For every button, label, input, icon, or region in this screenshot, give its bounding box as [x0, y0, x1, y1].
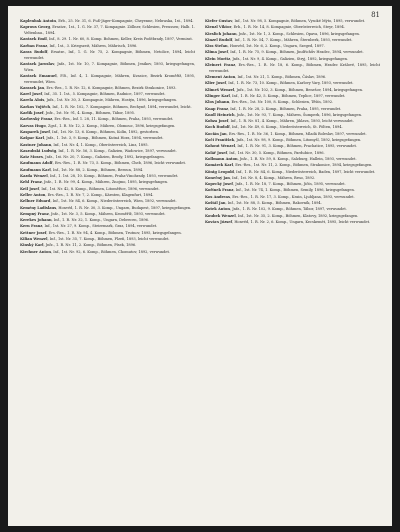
entry-name: Kohout Wenzel [205, 144, 236, 149]
list-item: Karvas Hugo, Zgsf., 1. R. Nr. 12, 2. Komp., Mähren, Olomouc, 1896, kriegsgefangen. [20, 123, 176, 128]
entry-name: Kerekes Johann [20, 218, 52, 223]
document-page [8, 6, 392, 526]
entry-name: Karlovský Franz [20, 117, 53, 122]
entry-details: Jnfz., 1st. Nr. 1, 3. Komp., Schlesien, Opava, 1896, kriegsgefangen. [238, 31, 360, 36]
entry-details: Inf., 1st., 3. Kriegszeit, Mähren, Mährisch, 1896. [49, 43, 138, 48]
entry-name: Karban Franz [20, 43, 48, 48]
entry-name: Kehl Franz [20, 180, 42, 185]
list-item: Knap Franz, Inf., 1. R. Nr. 28, 2. Komp., Böhmen, Praha, 1895, verwundet. [205, 106, 342, 111]
entry-name: Kaplenbak Antoin [20, 19, 56, 23]
entry-name: Klimeš Wenzel [205, 87, 235, 92]
list-item: Kočí František, Jnfz., 1st. Nr. 98, 9. Komp., Böhmen, Litomyšl, 1892, kriegsgefangen. [205, 138, 362, 143]
list-item: Kaprous Georg, Ersatzr., 1st., 1. G. Nr. 37, 7. Kompagnie. Zöllner, Schlesien, Preussen; Halb. 1. Veltenbau., 1894. [20, 25, 195, 35]
list-item: Karásek Jaroslav, Jnfz., 1st. Nr. 10, 7. Kompagnie, Böhmen, Jenikov, 1893, kriegsgefangen, Wien. [20, 61, 195, 72]
list-item: Kaszubski Ludwig, Inf., 1. R. Nr. 56, 3. Komp., Galizien, Wadowice, 1897, verwundet. [20, 148, 177, 153]
list-item: Kořínek Franz, Inf., 1st. Nr. 74, 1. Komp., Böhmen, Semily, 1896, kriegsgefangen. [205, 188, 355, 193]
entry-details: Honvéd, 1st. Nr. 6, 2. Komp., Ungarn, Szeged, 1897. [229, 44, 325, 49]
list-item: Kazda Wenzel, Inf., 1. 1st. 28, 10. Komp., Böhmen, Praha-Vinohrady, 1893, verwundet. [20, 174, 179, 179]
entry-details: Inf., 1st. Nr. 84, 6. Komp., Niederösterreich, Wien, 1892, verwundet. [52, 199, 177, 204]
entry-details: Jnfz., 1st. Nr. 3, 5. Komp., Mähren, Kroměříž, 1893, verwundet. [50, 211, 166, 216]
list-item: Kaufmann Karl, Inf., 1st. Nr. 88, 2. Komp., Böhmen, Beroun, 1894. [20, 167, 144, 172]
list-item: Kleinert Franz, Ers.-Res., 1. R. Nr. 18, 6. Komp., Böhmen, Hradec Králové, 1895, leicht verwundet. [205, 63, 380, 73]
entry-details: Honvéd, 1. R. Nr. 2, 6. Komp., Ungarn, Kecskemét, 1895, leicht verwundet. [234, 219, 371, 224]
entry-name: Kemény Ladislaus [20, 205, 57, 210]
list-item: Klos Johann, Ers.-Res., 1st. Nr. 100, 8. Komp., Schlesien, Těšín, 1892. [205, 100, 334, 105]
entry-name: Klíma Josef [205, 50, 228, 55]
entry-name: Kempný Franz [20, 211, 49, 216]
entry-details: Inf., 1st. Nr. 35, 2. Komp., Böhmen, Klatovy, 1892, kriegsgefangen. [237, 213, 359, 218]
list-item: Koubek Wenzel, Inf., 1st. Nr. 35, 2. Komp., Böhmen, Klatovy, 1892, kriegsgefangen. [205, 213, 359, 218]
list-item: Koštál Jan, Inf., 1st. Nr. 88, 5. Komp., Böhmen, Rakovník, 1894. [205, 201, 322, 206]
entry-details: Inf., 1st. Nr. 74, 1. Komp., Böhmen, Semily, 1896, kriegsgefangen. [235, 188, 355, 193]
entry-details: Inf., 1. R. Nr. 75, 9. Komp., Böhmen, Jindřichův Hradec, 1894, verwundet. [230, 50, 364, 55]
entry-name: Kollmann Anton [205, 156, 238, 161]
entry-name: Kilian Wenzel [20, 237, 48, 242]
list-item: König Leopold, Inf., 1. R. Nr. 84, 6. Komp., Niederösterreich, Baden, 1897, leicht verwundet. [205, 169, 376, 174]
list-item: Kasparek Josef, Inf., 1st. Nr. 13, 6. Komp., Böhmen, Kolín, 1892, gestorben. [20, 129, 160, 134]
entry-details: Ers.-Res., 1. R. Nr. 73, 5. Komp., Böhmen, Cheb, 1896, leicht verwundet. [54, 161, 187, 166]
entry-name: Kos Andreas [205, 194, 230, 199]
list-item: Kiss Stefan, Honvéd, 1st. Nr. 6, 2. Komp., Ungarn, Szeged, 1897. [205, 44, 325, 49]
entry-name: Kocián Jan [205, 131, 227, 136]
entry-details: Jnfz., 1. R. Nr. 59, 8. Komp., Salzburg, Hallein, 1893, verwundet. [239, 156, 357, 161]
entry-details: Jnfz., 1st. Nr. 30, 3. Kompagnie, Mähren, Hostýn, 1896, kriegsgefangen. [46, 98, 177, 103]
list-item: Klier Josef, Inf., 1. R. Nr. 73, 10. Komp., Böhmen, Karlovy Vary, 1893, verwundet. [205, 81, 354, 86]
entry-details: Inf., 1. R. Nr. 42, 5. Komp., Böhmen, Teplice, 1897, verwundet. [232, 93, 346, 98]
entry-name: Karlík Josef [20, 111, 44, 116]
entry-details: Inf., 1. R. Nr. 73, 10. Komp., Böhmen, Karlovy Vary, 1893, verwundet. [228, 81, 354, 86]
list-item: Kern Franz, Inf., 1st. Nr. 27, 9. Komp., Steiermark, Graz, 1894, verwundet. [20, 224, 158, 229]
list-item: Komárek Karl, Ers.-Res., 1st. Nr. 11, 2. Komp., Böhmen, Strakonice, 1894, kriegsgefangen. [205, 163, 373, 168]
list-item: Kolář Josef, Inf., 1st. Nr. 30, 5. Komp., Böhmen, Pardubice, 1896. [205, 150, 325, 155]
list-item: Kellner Eduard, Inf., 1st. Nr. 84, 6. Komp., Niederösterreich, Wien, 1892, verwundet. [20, 199, 177, 204]
list-item: Kienzl Viktor, Erb., 1. R. Nr. 14, 8. Kompagnie, Oberösterreich, Steyr, 1894. [205, 25, 345, 30]
entry-name: Karasek Jan [20, 85, 45, 90]
entry-name: Kaufmann Karl [20, 167, 51, 172]
entry-details: Jnfz., 1st. Nr. 9, 4. Komp., Galizien, Stryj, 1892, kriegsgefangen. [232, 56, 349, 61]
list-item: Kašpar Karl, Jnfz., 1. 1st. 3, 9. Komp., Böhmen, Kutná Hora, 1894, verwundet. [20, 136, 164, 141]
entry-name: Kleinert Franz [205, 63, 236, 68]
entry-details: Jnfz., 1st. Nr. 91, 4. Komp., Böhmen, Tábor, 1895. [45, 111, 135, 116]
list-item: Kocián Jan, Ers.-Res., 1. R. Nr. 36, 1. Komp., Böhmen, Mladá Boleslav, 1897, verwundet. [205, 131, 367, 136]
list-item: Kempný Franz, Jnfz., 1st. Nr. 3, 5. Komp., Mähren, Kroměříž, 1893, verwundet. [20, 211, 166, 216]
entry-name: Kirchner Anton [20, 249, 52, 254]
list-item: Koch Rudolf, Inf., 1st. Nr. 49, 6. Komp., Niederösterreich, St. Pölten, 1894. [205, 125, 343, 130]
entry-details: Inf., 1st. Nr. 88, 2. Komp., Böhmen, Beroun, 1894. [52, 167, 144, 172]
entry-details: Inf., 1. R. Nr. 56, 3. Komp., Galizien, Wadowice, 1897, verwundet. [58, 148, 177, 153]
list-item: Karlík Josef, Jnfz., 1st. Nr. 91, 4. Komp., Böhmen, Tábor, 1895. [20, 111, 135, 116]
entry-name: Kořínek Franz [205, 188, 234, 193]
entry-name: Koštál Jan [205, 201, 226, 206]
entry-name: Kovács József [205, 219, 233, 224]
entry-details: Ers.-Res., 1. R. Nr. 12, 6. Kompagnie, Böhmen, Bezirk Strakonice, 1893. [46, 85, 177, 90]
entry-name: Kinský Karl [20, 243, 44, 248]
entry-name: König Leopold [205, 169, 234, 174]
entry-name: Karvas Hugo [20, 123, 46, 128]
list-item: Kastner Johann, Inf., 1st. Nr. 4, 1. Komp., Oberösterreich, Linz, 1895. [20, 142, 149, 147]
list-item: Karásek Emanuel, F.B., Inf. 4, 1. Kompagnie, Mähren, Kvasice, Bezirk Kroměříž, 1895, verwundet, Wien. [20, 73, 195, 84]
list-item: Kaplenbak Antoin, Erb., 25. Nr. 31, 6. Fuß-Jäger-Kompagnie, Cheyenne, Nebraska, 1st., 1894. [20, 19, 194, 23]
entry-name: Karela Alois [20, 98, 45, 103]
entry-details: Inf., 1st. Nr. 30, 5. Komp., Böhmen, Pardubice, 1896. [229, 150, 325, 155]
entry-details: Inf., 1st. Nr. 13, 6. Komp., Böhmen, Kolín, 1892, gestorben. [52, 129, 160, 134]
entry-details: Inf., 35. 1. 1st., 5. Kompagnie, Böhmen, Radnice, 1897, verwundet. [44, 92, 166, 97]
entry-name: Klinger Karl [205, 93, 230, 98]
entry-details: Ers.-Res., Inf. 1. 28, 11. Komp., Böhmen, Praha, 1893, verwundet. [54, 117, 174, 122]
entry-details: Inf., 8. 29. 1. Nr. 60, 8. Komp. Bohmen, Keller, Kreis Podébrady, 1897, Vermisst. [49, 37, 193, 42]
entry-details: Erb., 25. Nr. 31, 6. Fuß-Jäger-Kompagnie, Cheyenne, Nebraska, 1st., 1894. [58, 19, 194, 23]
entry-name: Karel Josef [20, 92, 42, 97]
entry-details: Jnfz., 1. 1st. 3, 9. Komp., Böhmen, Kutná Hora, 1894, verwundet. [46, 136, 164, 141]
entry-name: Karásek Jaroslav [20, 61, 55, 66]
entry-name: Keller Anton [20, 192, 46, 197]
list-item: Karkos Vojtěch, Inf., 1. R. Nr. 102, 7. Kompagnie, Böhmen, Bechyně, 1894, verwundet, leicht. [20, 104, 192, 109]
list-item: Kobza Josef, Inf., 1. R. Nr. 81, 4. Komp., Mähren, Jihlava, 1893, leicht verwundet. [205, 119, 354, 124]
entry-details: Inf., 1st. Nr. 92, 6. Komp., Böhmen, Chomutov, 1892, verwundet. [53, 249, 171, 254]
entry-details: Inf., 1st. Nr. 27, 9. Komp., Steiermark, Graz, 1894, verwundet. [44, 224, 158, 229]
list-item: Kehl Franz, Jnfz., 1. R. Nr. 99, 4. Komp., Mähren, Znojmo, 1895, kriegsgefangen. [20, 180, 169, 185]
list-item: Kinzel Rudolf, Inf., 1. R. Nr. 54, 7. Komp., Mähren, Šternberk, 1893, verwundet. [205, 37, 353, 42]
entry-details: Jnfz., 1st. Nr. 10, 7. Kompagnie, Böhmen, Jenikov, 1893, kriegsgefangen, Wien. [24, 61, 195, 72]
list-item: Kiefer Gustav, Inf., 1st. Nr. 98, 5. Kompagnie, Böhmen, Vysoké Mýto, 1895, verwundet. [205, 19, 366, 23]
entry-details: Ers.-Res., 1. R. Nr. 18, 6. Komp., Böhmen, Hradec Králové, 1895, leicht verwundet. [209, 63, 380, 73]
entry-details: Inf., 1st. Nr. 88, 5. Komp., Böhmen, Rakovník, 1894. [227, 201, 322, 206]
list-item: Klinger Karl, Inf., 1. R. Nr. 42, 5. Komp., Böhmen, Teplice, 1897, verwundet. [205, 93, 346, 98]
list-item: Karban Franz, Inf., 1st., 3. Kriegszeit, Mähren, Mährisch, 1896. [20, 43, 138, 48]
entry-name: Koch Rudolf [205, 125, 230, 130]
entry-name: Kiss Stefan [205, 44, 228, 49]
entry-name: Kopecký Josef [205, 182, 233, 187]
entry-details: Inf., 1st. Nr. 8, 4. Komp., Mähren, Brno, 1892. [232, 175, 316, 180]
entry-name: Klein Moritz [205, 56, 231, 61]
list-item: Klimeš Wenzel, Jnfz., 1st. Nr. 102, 3. Komp., Böhmen, Benešov, 1894, kriegsgefangen. [205, 87, 363, 92]
entry-name: Katz Moses [20, 155, 43, 160]
entry-name: Kern Franz [20, 224, 43, 229]
entry-details: Inf., 1. R. Nr. 81, 4. Komp., Mähren, Jihlava, 1893, leicht verwundet. [230, 119, 354, 124]
entry-name: Karkos Vojtěch [20, 104, 51, 109]
entry-details: Inf., 1st. Nr. 98, 5. Kompagnie, Böhmen, Vysoké Mýto, 1895, verwundet. [234, 19, 366, 23]
page-number: 81 [371, 11, 380, 19]
entry-details: Jnfz., 1. R. Nr. 102, 9. Komp., Böhmen, Tábor, 1897, verwundet. [232, 207, 347, 212]
entry-details: Inf., 1. 1st. 28, 10. Komp., Böhmen, Praha-Vinohrady, 1893, verwundet. [49, 174, 179, 179]
entry-name: Kaprous Georg [20, 25, 51, 30]
entry-name: Klos Johann [205, 100, 230, 105]
entry-name: Keil Josef [20, 186, 40, 191]
list-item: Keil Josef, Inf., 1st. Nr. 42, 8. Komp., Böhmen, Litoměřice, 1896, verwundet. [20, 186, 160, 191]
list-item: Karasek Jan, Ers.-Res., 1. R. Nr. 12, 6. Kompagnie, Böhmen, Bezirk Strakonice, 1893. [20, 85, 177, 90]
entry-details: Inf., 1st. Nr. 49, 6. Komp., Niederösterreich, St. Pölten, 1894. [231, 125, 343, 130]
list-item: Karas Rudolf, Ersatzr., Inf., 1. G. Nr. 75, 2. Kompagnie, Böhmen, Netolice, 1894, leicht verwundet. [20, 49, 195, 60]
entry-name: Kaufmann Adolf [20, 161, 53, 166]
entry-details: Inf., 1. R. Nr. 102, 7. Kompagnie, Böhmen, Bechyně, 1894, verwundet, leicht. [52, 104, 192, 109]
entry-name: Kolář Josef [205, 150, 228, 155]
entry-details: Inf., 1. R. Nr. 54, 7. Komp., Mähren, Šternberk, 1893, verwundet. [234, 37, 353, 42]
entry-details: Jnfz., 1. R. Nr. 18, 7. Komp., Böhmen, Jičín, 1895, verwundet. [235, 182, 346, 187]
entry-name: Konečný Jan [205, 175, 230, 180]
list-item: Kos Andreas, Ers.-Res., 1. R. Nr. 17, 3. Komp., Krain, Ljubljana, 1893, verwundet. [205, 194, 355, 199]
entry-details: Honvéd, 1. R. Nr. 30, 3. Komp., Ungarn, Budapest, 1897, kriegsgefangen. [58, 205, 192, 210]
entry-details: Jnfz., 1. R. Nr. 11, 2. Komp., Böhmen, Písek, 1896. [45, 243, 137, 248]
entry-details: Ers.-Res., 1st. Nr. 100, 8. Komp., Schlesien, Těšín, 1892. [231, 100, 334, 105]
entry-name: Klier Josef [205, 81, 227, 86]
list-item: Klein Moritz, Jnfz., 1st. Nr. 9, 4. Komp., Galizien, Stryj, 1892, kriegsgefangen. [205, 56, 349, 61]
entry-details: Erb., 1. R. Nr. 14, 8. Kompagnie, Oberösterreich, Steyr, 1894. [233, 25, 345, 30]
list-item: Katz Moses, Jnfz., 1st. Nr. 20, 7. Komp., Galizien, Brody, 1892, kriegsgefangen. [20, 155, 165, 160]
right-column [205, 19, 380, 520]
entry-name: Komárek Karl [205, 163, 233, 168]
list-item: Kohout Wenzel, Inf., 1. R. Nr. 91, 3. Komp., Böhmen, Prachatice, 1895, verwundet. [205, 144, 358, 149]
entry-details: Ers.-Res., 1. R. Nr. 17, 3. Komp., Krain, Ljubljana, 1893, verwundet. [232, 194, 355, 199]
entry-details: Ersatzr., Inf., 1. G. Nr. 75, 2. Kompagnie, Böhmen, Netolice, 1894, leicht verwundet. [24, 49, 195, 60]
entry-name: Kieslich Johann [205, 31, 237, 36]
entry-name: Kienzl Viktor [205, 25, 232, 30]
list-item: Kettner Josef, Ers.-Res., 1. R. Nr. 94, 4. Komp., Böhmen, Trutnov, 1895, kriegsgefangen. [20, 230, 182, 235]
entry-details: Jnfz., 1st. Nr. 93, 7. Komp., Mähren, Šumperk, 1896, kriegsgefangen. [236, 112, 363, 117]
entry-details: Ers.-Res., 1st. Nr. 11, 2. Komp., Böhmen, Strakonice, 1894, kriegsgefangen. [235, 163, 373, 168]
entry-details: Inf., 1. R. Nr. 91, 3. Komp., Böhmen, Prachatice, 1895, verwundet. [237, 144, 358, 149]
entry-details: Ers.-Res., 1. R. Nr. 36, 1. Komp., Böhmen, Mladá Boleslav, 1897, verwundet. [228, 131, 367, 136]
list-item: Knoll Heinrich, Jnfz., 1st. Nr. 93, 7. Komp., Mähren, Šumperk, 1896, kriegsgefangen. [205, 112, 363, 117]
list-item: Kopecký Josef, Jnfz., 1. R. Nr. 18, 7. Komp., Böhmen, Jičín, 1895, verwundet. [205, 182, 346, 187]
entry-name: Kiefer Gustav [205, 19, 233, 23]
entry-name: Klement Anton [205, 75, 236, 80]
entry-name: Kazda Wenzel [20, 174, 48, 179]
entry-details: Ers.-Res., 1. R. Nr. 94, 4. Komp., Böhmen, Trutnov, 1895, kriegsgefangen. [48, 230, 182, 235]
entry-details: Inf., 1. R. Nr. 28, 2. Komp., Böhmen, Praha, 1895, verwundet. [230, 106, 342, 111]
entry-name: Kettner Josef [20, 230, 47, 235]
list-item: Konečný Jan, Inf., 1st. Nr. 8, 4. Komp., Mähren, Brno, 1892. [205, 175, 316, 180]
text-columns [20, 19, 380, 520]
entry-name: Knap Franz [205, 106, 228, 111]
list-item: Karásek Emil, Inf., 8. 29. 1. Nr. 60, 8. Komp. Bohmen, Keller, Kreis Podébrady, 1897, Vermisst. [20, 37, 193, 42]
entry-details: Jnfz., 1. R. Nr. 99, 4. Komp., Mähren, Znojmo, 1895, kriegsgefangen. [43, 180, 169, 185]
entry-name: Kasparek Josef [20, 129, 50, 134]
entry-details: Jnfz., 1st. Nr. 102, 3. Komp., Böhmen, Benešov, 1894, kriegsgefangen. [236, 87, 363, 92]
entry-name: Kastner Johann [20, 142, 52, 147]
entry-details: Inf., 1st. Nr. 42, 8. Komp., Böhmen, Litoměřice, 1896, verwundet. [41, 186, 160, 191]
entry-details: Inf., 1st. Nr. 4, 1. Komp., Oberösterreich, Linz, 1895. [53, 142, 149, 147]
entry-name: Kobza Josef [205, 119, 229, 124]
entry-details: Inf., 1. R. Nr. 84, 6. Komp., Niederösterreich, Baden, 1897, leicht verwundet. [236, 169, 376, 174]
list-item: Keller Anton, Ers.-Res., 1. R. Nr. 7, 2. Komp., Kärnten, Klagenfurt, 1894. [20, 192, 154, 197]
entry-details: Jnfz., 1st. Nr. 98, 9. Komp., Böhmen, Litomyšl, 1892, kriegsgefangen. [236, 138, 362, 143]
entry-details: Zgsf., 1. R. Nr. 12, 2. Komp., Mähren, Olomouc, 1896, kriegsgefangen. [48, 123, 176, 128]
entry-details: Inf., 1. R. Nr. 32, 1. Komp., Ungarn, Debrecen, 1896. [53, 218, 150, 223]
entry-name: Karas Rudolf [20, 49, 48, 54]
entry-name: Kaszubski Ludwig [20, 148, 57, 153]
list-item: Karlovský Franz, Ers.-Res., Inf. 1. 28, 11. Komp., Böhmen, Praha, 1893, verwundet. [20, 117, 174, 122]
entry-details: Inf., 1st. Nr. 21, 1. Komp., Böhmen, Čáslav, 1896. [237, 75, 327, 80]
entry-name: Kotek Anton [205, 207, 230, 212]
list-item: Karel Josef, Inf., 35. 1. 1st., 5. Kompagnie, Böhmen, Radnice, 1897, verwundet. [20, 92, 166, 97]
entry-details: Ersatzr., 1st., 1. G. Nr. 37, 7. Kompagnie. Zöllner, Schlesien, Preussen; Halb. 1. Veltenbau., 1894. [24, 25, 195, 35]
list-item: Kotek Anton, Jnfz., 1. R. Nr. 102, 9. Komp., Böhmen, Tábor, 1897, verwundet. [205, 207, 347, 212]
list-item: Kaufmann Adolf, Ers.-Res., 1. R. Nr. 73, 5. Komp., Böhmen, Cheb, 1896, leicht verwundet. [20, 161, 187, 166]
list-item: Kerekes Johann, Inf., 1. R. Nr. 32, 1. Komp., Ungarn, Debrecen, 1896. [20, 218, 150, 223]
entry-name: Kellner Eduard [20, 199, 51, 204]
list-item: Kilian Wenzel, Inf., 1st. Nr. 35, 7. Komp., Böhmen, Plzeň, 1893, leicht verwundet. [20, 237, 170, 242]
list-item: Klement Anton, Inf., 1st. Nr. 21, 1. Komp., Böhmen, Čáslav, 1896. [205, 75, 327, 80]
left-column [20, 19, 195, 520]
entry-name: Karásek Emanuel [20, 73, 57, 78]
list-item: Kemény Ladislaus, Honvéd, 1. R. Nr. 30, 3. Komp., Ungarn, Budapest, 1897, kriegsgefangen. [20, 205, 192, 210]
entry-name: Kinzel Rudolf [205, 37, 233, 42]
entry-details: Ers.-Res., 1. R. Nr. 7, 2. Komp., Kärnten, Klagenfurt, 1894. [47, 192, 154, 197]
entry-name: Koubek Wenzel [205, 213, 236, 218]
list-item: Kollmann Anton, Jnfz., 1. R. Nr. 59, 8. Komp., Salzburg, Hallein, 1893, verwundet. [205, 156, 357, 161]
list-item: Kirchner Anton, Inf., 1st. Nr. 92, 6. Komp., Böhmen, Chomutov, 1892, verwundet. [20, 249, 171, 254]
entry-details: F.B., Inf. 4, 1. Kompagnie, Mähren, Kvasice, Bezirk Kroměříž, 1895, verwundet, Wien. [24, 73, 195, 84]
entry-name: Karásek Emil [20, 37, 47, 42]
entry-name: Knoll Heinrich [205, 112, 235, 117]
entry-name: Kašpar Karl [20, 136, 44, 141]
list-item: Klíma Josef, Inf., 1. R. Nr. 75, 9. Komp., Böhmen, Jindřichův Hradec, 1894, verwundet. [205, 50, 364, 55]
entry-details: Inf., 1st. Nr. 35, 7. Komp., Böhmen, Plzeň, 1893, leicht verwundet. [49, 237, 170, 242]
entry-details: Jnfz., 1st. Nr. 20, 7. Komp., Galizien, Brody, 1892, kriegsgefangen. [45, 155, 165, 160]
list-item: Kovács József, Honvéd, 1. R. Nr. 2, 6. Komp., Ungarn, Kecskemét, 1895, leicht verwundet. [205, 219, 371, 224]
entry-name: Kočí František [205, 138, 235, 143]
list-item: Kinský Karl, Jnfz., 1. R. Nr. 11, 2. Komp., Böhmen, Písek, 1896. [20, 243, 137, 248]
list-item: Karela Alois, Jnfz., 1st. Nr. 30, 3. Kompagnie, Mähren, Hostýn, 1896, kriegsgefangen. [20, 98, 177, 103]
list-item: Kieslich Johann, Jnfz., 1st. Nr. 1, 3. Komp., Schlesien, Opava, 1896, kriegsgefangen. [205, 31, 360, 36]
